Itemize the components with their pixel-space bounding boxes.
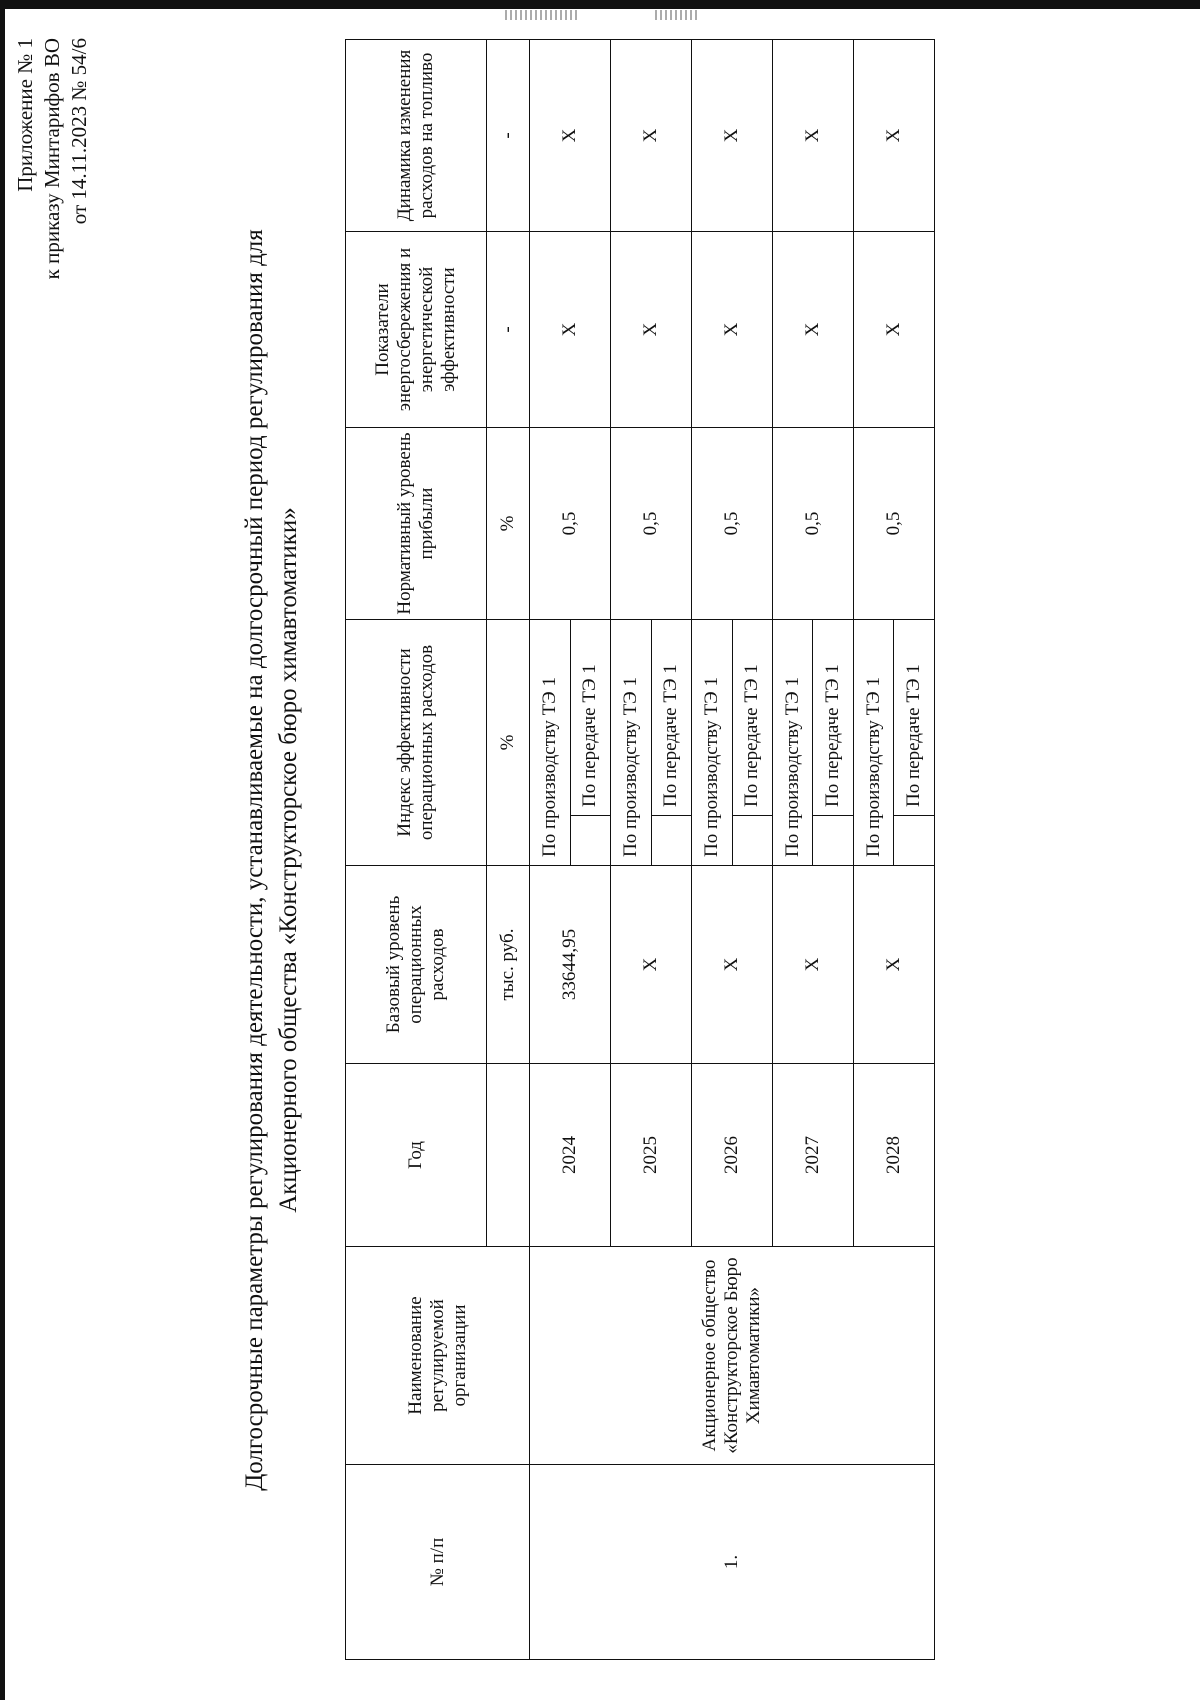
header-row [346, 40, 487, 1660]
row-number: 1. [530, 1465, 935, 1660]
index-production-cell: По производству ТЭ 1 [692, 620, 732, 866]
header-year: Год [346, 1064, 487, 1247]
appendix-line: от 14.11.2023 № 54/6 [67, 38, 91, 225]
profit-cell: 0,5 [692, 428, 773, 620]
appendix-line: к приказу Минтарифов ВО [40, 38, 64, 280]
index-spacer [732, 816, 772, 866]
header-organization: Наименование регулируемой организации [346, 1247, 530, 1465]
index-transmission-cell: По передаче ТЭ 1 [732, 620, 772, 816]
base-level-cell: X [692, 866, 773, 1064]
fuel-cell: X [611, 40, 692, 232]
base-level-cell: X [853, 866, 934, 1064]
index-spacer [651, 816, 691, 866]
profit-cell: 0,5 [530, 428, 611, 620]
index-transmission-cell: По передаче ТЭ 1 [894, 620, 935, 816]
organization-name: Акционерное общество «Конструкторское Бюро Химавтоматики» [530, 1247, 935, 1465]
header-efficiency-index: Индекс эффективности операционных расходов [346, 620, 487, 866]
table-row [530, 40, 570, 1660]
index-production-cell: По производству ТЭ 1 [611, 620, 651, 866]
header-energy-saving: Показатели энергосбережения и энергетической эффективности [346, 232, 487, 428]
fuel-cell: X [692, 40, 773, 232]
index-spacer [813, 816, 853, 866]
header-profit-level: Нормативный уровень прибыли [346, 428, 487, 620]
year-cell: 2028 [853, 1064, 934, 1247]
header-fuel-dynamics: Динамика изменения расходов на топливо [346, 40, 487, 232]
year-cell: 2025 [611, 1064, 692, 1247]
index-production-cell: По производству ТЭ 1 [530, 620, 570, 866]
year-cell: 2026 [692, 1064, 773, 1247]
energy-cell: X [853, 232, 934, 428]
unit-year [486, 1064, 530, 1247]
appendix-block [12, 38, 93, 279]
energy-cell: X [772, 232, 853, 428]
unit-profit: % [486, 428, 530, 620]
index-transmission-cell: По передаче ТЭ 1 [651, 620, 691, 816]
profit-cell: 0,5 [611, 428, 692, 620]
index-transmission-cell: По передаче ТЭ 1 [813, 620, 853, 816]
parameters-table [345, 39, 935, 1660]
title-line: Акционерного общества «Конструкторское бюро химавтоматики» [275, 507, 302, 1213]
header-num: № п/п [346, 1465, 530, 1660]
unit-base: тыс. руб. [486, 866, 530, 1064]
year-cell: 2024 [530, 1064, 611, 1247]
index-transmission-cell: По передаче ТЭ 1 [570, 620, 610, 816]
index-production-cell: По производству ТЭ 1 [853, 620, 893, 866]
unit-index: % [486, 620, 530, 866]
unit-fuel: - [486, 40, 530, 232]
energy-cell: X [611, 232, 692, 428]
fuel-cell: X [853, 40, 934, 232]
profit-cell: 0,5 [853, 428, 934, 620]
fuel-cell: X [530, 40, 611, 232]
title-line: Долгосрочные параметры регулирования деятельности, устанавливаемые на долгосрочный период регулирования для [241, 229, 268, 1491]
base-level-cell: 33644,95 [530, 866, 611, 1064]
energy-cell: X [692, 232, 773, 428]
energy-cell: X [530, 232, 611, 428]
year-cell: 2027 [772, 1064, 853, 1247]
index-spacer [894, 816, 935, 866]
unit-energy: - [486, 232, 530, 428]
index-spacer [570, 816, 610, 866]
header-base-level: Базовый уровень операционных расходов [346, 866, 487, 1064]
appendix-line: Приложение № 1 [13, 38, 37, 192]
profit-cell: 0,5 [772, 428, 853, 620]
base-level-cell: X [611, 866, 692, 1064]
index-production-cell: По производству ТЭ 1 [772, 620, 812, 866]
document-title [238, 170, 306, 1550]
fuel-cell: X [772, 40, 853, 232]
base-level-cell: X [772, 866, 853, 1064]
